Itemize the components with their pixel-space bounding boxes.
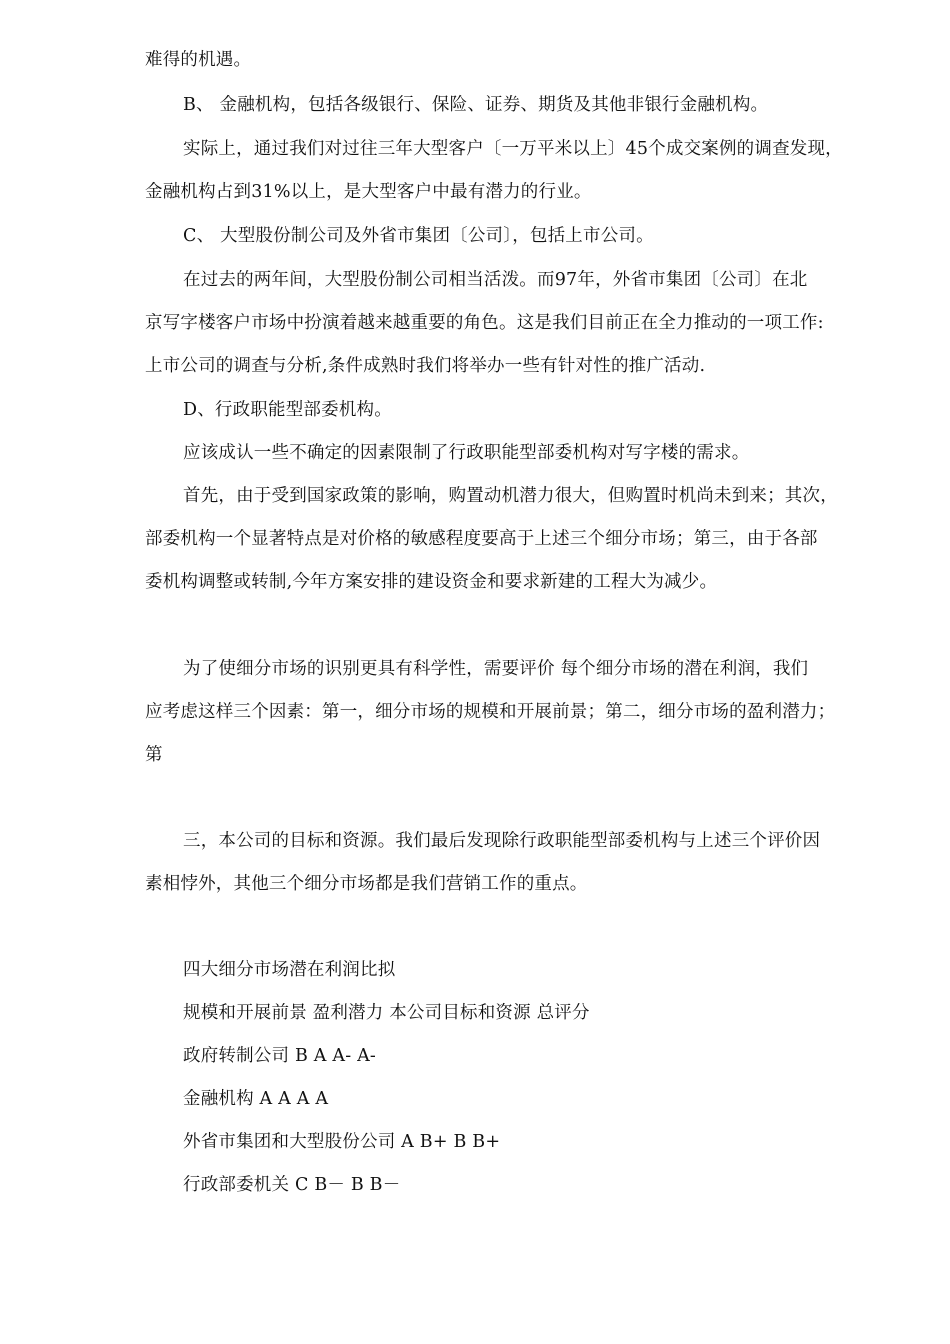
table-row: 政府转制公司 B A A- A-	[183, 1046, 377, 1066]
paragraph-line: 第	[145, 745, 163, 765]
table-row: 行政部委机关 C B－ B B－	[183, 1175, 401, 1195]
table-row: 金融机构 A A A A	[183, 1089, 329, 1109]
table-title: 四大细分市场潜在利润比拟	[183, 960, 396, 980]
section-b-heading: B、 金融机构，包括各级银行、保险、证券、期货及其他非银行金融机构。	[183, 95, 769, 115]
table-row: 外省市集团和大型股份公司 A B+ B B+	[183, 1132, 501, 1152]
section-c-heading: C、 大型股份制公司及外省市集团〔公司〕，包括上市公司。	[183, 226, 654, 246]
section-d-heading: D、行政职能型部委机构。	[183, 400, 392, 420]
paragraph-line: 应该成认一些不确定的因素限制了行政职能型部委机构对写字楼的需求。	[183, 443, 750, 463]
paragraph-line: 上市公司的调查与分析,条件成熟时我们将举办一些有针对性的推广活动.	[145, 356, 706, 376]
paragraph-line: 素相悖外，其他三个细分市场都是我们营销工作的重点。	[145, 874, 588, 894]
paragraph-line: 首先，由于受到国家政策的影响，购置动机潜力很大，但购置时机尚未到来；其次，	[183, 486, 838, 506]
paragraph-line: 三，本公司的目标和资源。我们最后发现除行政职能型部委机构与上述三个评价因	[183, 831, 821, 851]
paragraph-line: 实际上，通过我们对过往三年大型客户〔一万平米以上〕45个成交案例的调查发现，	[183, 139, 843, 159]
table-header: 规模和开展前景 盈利潜力 本公司目标和资源 总评分	[183, 1003, 590, 1023]
paragraph-line: 应考虑这样三个因素：第一，细分市场的规模和开展前景；第二，细分市场的盈利潜力；	[145, 702, 836, 722]
paragraph-line: 委机构调整或转制,今年方案安排的建设资金和要求新建的工程大为减少。	[145, 572, 718, 592]
paragraph-line: 在过去的两年间，大型股份制公司相当活泼。而97年，外省市集团〔公司〕在北	[183, 270, 808, 290]
paragraph-line: 金融机构占到31%以上，是大型客户中最有潜力的行业。	[145, 182, 592, 202]
paragraph-line: 难得的机遇。	[145, 50, 252, 70]
paragraph-line: 京写字楼客户市场中扮演着越来越重要的角色。这是我们目前正在全力推动的一项工作:	[145, 313, 824, 333]
paragraph-line: 部委机构一个显著特点是对价格的敏感程度要高于上述三个细分市场；第三，由于各部	[145, 529, 818, 549]
paragraph-line: 为了使细分市场的识别更具有科学性，需要评价 每个细分市场的潜在利润，我们	[183, 659, 809, 679]
